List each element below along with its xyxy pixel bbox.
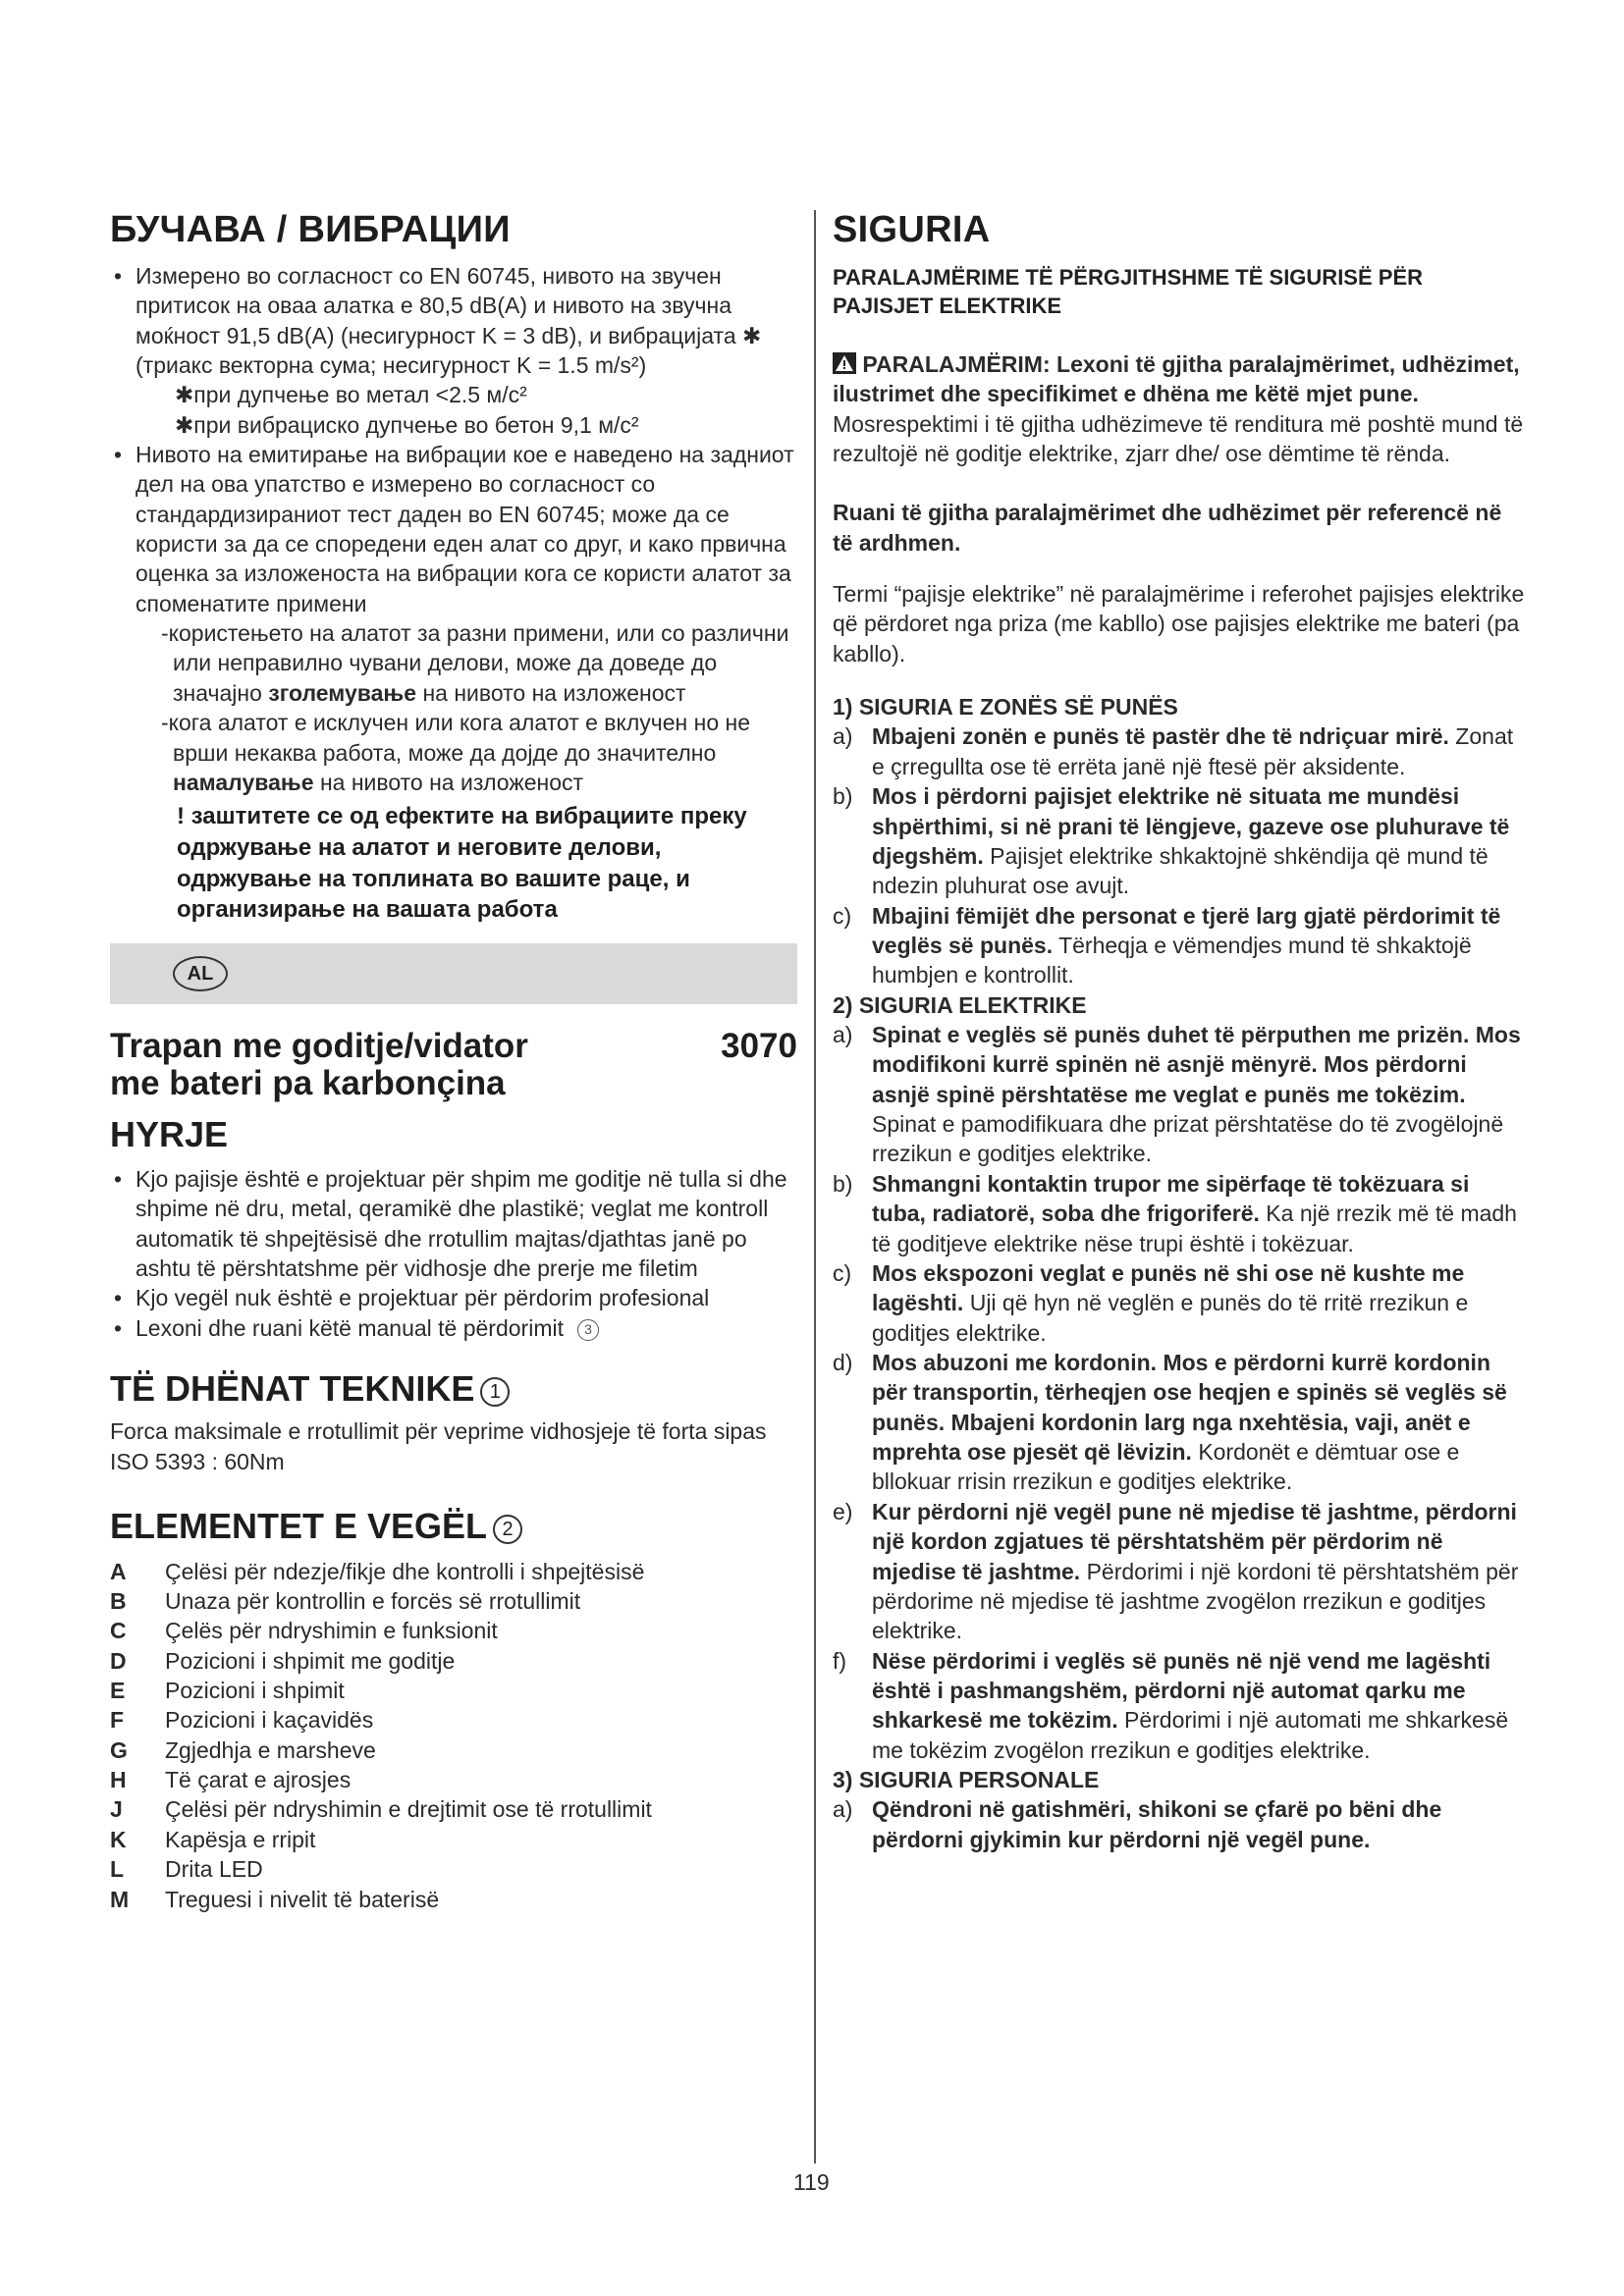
mk-bullet-2: • Нивото на емитирање на вибрации кое е наведено на задниот дел на ова упатство е измерено во согласност со стандардизираниот тест даден во EN 60745; може да се користи за да се споредени еден алат со друг, и како првична оценка за изложеноста на вибрации кога се користи алатот за споменатите примени — [110, 440, 797, 618]
part-item: Të çarat e ajrosjes — [165, 1767, 352, 1793]
list-item: c) Mbajini fëmijët dhe personat e tjerë larg gjatë përdorimit të veglës së punës. Tërheqja e vëmendjes mund të shkaktojë humbjen e kontrollit. — [833, 902, 1501, 988]
mk-vibration-warning: ! заштитете се од ефектите на вибрациите преку одржување на алатот и неговите делови, одржување на топлината во вашите раце, и организирање на вашата работа — [177, 803, 747, 924]
mk-noise-list — [110, 261, 797, 380]
term-definition: Termi “pajisje elektrike” në paralajmërime i referohet pajisjes elektrike që përdoret nga priza (me kabllo) ose pajisjes elektrike me bateri (pa kabllo). — [833, 581, 1525, 667]
mk-star-1: ✱при дупчење во метал <2.5 м/с² — [175, 382, 527, 408]
mk-dash-2: -кога алатот е исклучен или кога алатот е вклучен но не врши некаква работа, може да дојде до значително намалување на нивото на изложеност — [161, 710, 751, 795]
safety-heading: SIGURIA — [833, 209, 991, 250]
part-item: Pozicioni i shpimit me goditje — [165, 1647, 456, 1674]
list-item: c) Mos ekspozoni veglat e punës në shi ose në kushte me lagështi. Uji që hyn në veglën e punës do të rritë rrezikun e goditjes elektrike. — [833, 1259, 1469, 1346]
part-item: Kapësja e rripit — [165, 1826, 316, 1852]
figure-ref-2-icon: 2 — [493, 1515, 522, 1544]
list-item: d) Mos abuzoni me kordonin. Mos e përdorni kurrë kordonin për transportin, tërheqjen ose heqjen e spinës së veglës së punës. Mbajeni kordonin larg nga nxehtësia, vaji, anët e mprehta ose pjesët që lëvizin. Kordonët e dëmtuar ose e bllokuar rrisin rrezikun e goditjes elektrike. — [833, 1350, 1507, 1495]
part-item: Zgjedhja e marsheve — [165, 1736, 376, 1763]
hyrje-item-1: • Kjo pajisje është e projektuar për shpim me goditje në tulla si dhe shpime në dru, metal, qeramikë dhe plastikë; veglat me kontroll automatik të shpejtësisë dhe rrotullim majtas/djathtas janë po ashtu të përshtatshme për vidhosje dhe prerje me filetim — [110, 1164, 797, 1283]
part-item: Drita LED — [165, 1856, 263, 1883]
column-divider — [814, 210, 816, 2163]
section-2-heading: 2) SIGURIA ELEKTRIKE — [833, 991, 1087, 1018]
language-badge: AL — [173, 956, 228, 991]
list-item: a) Qëndroni në gatishmëri, shikoni se çfarë po bëni dhe përdorni gjykimin kur përdorni një vegël pune. — [833, 1796, 1442, 1852]
figure-ref-3-icon: 3 — [577, 1319, 599, 1341]
figure-ref-1-icon: 1 — [480, 1377, 510, 1407]
warning-triangle-icon — [833, 352, 856, 374]
model-number: 3070 — [721, 1026, 797, 1065]
parts-list: A Çelësi për ndezje/fikje dhe kontrolli i shpejtësisë B Unaza për kontrollin e forcës së rrotullimit C Çelës për ndryshimin e funksionit D Pozicioni i shpimit me goditje E Pozicioni i shpimit F Pozicioni i kaçavidës G Zgjedhja e marsheve H Të çarat e ajrosjes J Çelësi për ndryshimin e drejtimit ose të rrotullimit K Kapësja e rripit L Drita LED M Treguesi i nivelit të baterisë — [110, 1557, 797, 1914]
part-item: Unaza për kontrollin e forcës së rrotullimit — [165, 1587, 581, 1614]
keep-instructions: Ruani të gjitha paralajmërimet dhe udhëzimet për referencë në të ardhmen. — [833, 500, 1502, 556]
part-item: Pozicioni i kaçavidës — [165, 1707, 374, 1734]
right-column — [833, 210, 1526, 1854]
mk-noise-list-2 — [110, 440, 797, 618]
mk-bullet-1: • Измерено во согласност со EN 60745, нивото на звучен притисок на оваа алатка е 80,5 dB(A) и нивото на звучна моќност 91,5 dB(A) (несигурност K = 3 dB), и вибрацијата ✱ (триакс векторна сума; несигурност K = 1.5 m/s²) — [110, 261, 797, 380]
section-3-list — [833, 1794, 1526, 1854]
general-warning: PARALAJMËRIM: Lexoni të gjitha paralajmërimet, udhëzimet, ilustrimet dhe specifikimet e dhëna me këtë mjet pune. Mosrespektimi i të gjitha udhëzimeve të renditura më poshtë mund të rezultojë në goditje elektrike, zjarr dhe/ ose dëmtime të rënda. — [833, 350, 1524, 466]
part-item: Çelësi për ndezje/fikje dhe kontrolli i shpejtësisë — [165, 1558, 645, 1584]
section-2-list — [833, 1020, 1526, 1765]
left-column — [110, 210, 797, 1914]
hyrje-item-2: • Kjo vegël nuk është e projektuar për përdorim profesional — [110, 1283, 797, 1312]
mk-noise-heading: БУЧАВА / ВИБРАЦИИ — [110, 209, 511, 250]
section-3-heading: 3) SIGURIA PERSONALE — [833, 1767, 1100, 1793]
part-item: Çelës për ndryshimin e funksionit — [165, 1618, 498, 1644]
product-title: Trapan me goditje/vidator me bateri pa karbonçina — [110, 1026, 528, 1102]
list-item: a) Mbajeni zonën e punës të pastër dhe të ndriçuar mirë. Zonat e çrregullta ose të errëta janë një ftesë për aksidente. — [833, 723, 1514, 779]
language-band — [110, 943, 797, 1004]
part-item: Pozicioni i shpimit — [165, 1678, 345, 1704]
list-item: b) Shmangni kontaktin trupor me sipërfaqe të tokëzuara si tuba, radiatorë, soba dhe frigoriferë. Ka një rrezik më të madh të goditjeve elektrike nëse trupi është i tokëzuar. — [833, 1170, 1517, 1256]
part-item: Treguesi i nivelit të baterisë — [165, 1886, 440, 1912]
mk-dash-1: -користењето на алатот за разни примени, или со различни или неправилно чувани делови, може да доведе до значајно зголемување на нивото на изложеност -кога алатот е исклучен или кога алатот е вклучен но не врши некаква работа, може да дојде до значително намалување на нивото на изложеност — [110, 618, 797, 797]
tech-data-text: Forca maksimale e rrotullimit për veprime vidhosjeje të forta sipas ISO 5393 : 60Nm — [110, 1418, 767, 1474]
mk-star-2: ✱при вибрациско дупчење во бетон 9,1 м/с² — [175, 411, 639, 438]
list-item: a) Spinat e veglës së punës duhet të përputhen me prizën. Mos modifikoni kurrë spinën në asnjë mënyrë. Mos përdorni asnjë spinë përshtatëse me veglat e punës me tokëzim. Spinat e pamodifikuara dhe prizat përshtatëse do të zvogëlojnë rrezikun e goditjes elektrike. — [833, 1022, 1521, 1167]
section-1-list — [833, 721, 1526, 989]
elements-heading: ELEMENTET E VEGËL 2 — [110, 1506, 797, 1546]
part-item: Çelësi për ndryshimin e drejtimit ose të rrotullimit — [165, 1796, 652, 1823]
list-item: b) Mos i përdorni pajisjet elektrike në situata me mundësi shpërthimi, si në prani të lëngjeve, gazeve ose pluhurave të djegshëm. Pajisjet elektrike shkaktojnë shkëndija që mund të ndezin pluhurat ose avujt. — [833, 783, 1510, 899]
section-1-heading: 1) SIGURIA E ZONËS SË PUNËS — [833, 694, 1178, 721]
list-item: f) Nëse përdorimi i veglës së punës në një vend me lagështi është i pashmangshëm, përdorni një automat qarku me shkarkesë me tokëzim. Përdorimi i një automati me shkarkesë me tokëzim zvogëlon rrezikun e goditjes elektrike. — [833, 1647, 1509, 1763]
page-number: 119 — [793, 2169, 830, 2195]
tech-data-heading: TË DHËNAT TEKNIKE 1 — [110, 1368, 797, 1409]
product-title-row — [110, 1028, 797, 1102]
list-item: e) Kur përdorni një vegël pune në mjedise të jashtme, përdorni një kordon zgjatues të përshtatshëm për përdorim në mjedise të jashtme. Përdorimi i një kordoni të përshtatshëm për përdorime në mjedise të jashtme zvogëlon rrezikun e goditjes elektrike. — [833, 1498, 1519, 1644]
hyrje-list — [110, 1164, 797, 1343]
hyrje-heading: HYRJE — [110, 1113, 229, 1154]
hyrje-item-3: • Lexoni dhe ruani këtë manual të përdorimit 3 — [110, 1313, 797, 1343]
safety-subheading: PARALAJMËRIME TË PËRGJITHSHME TË SIGURISË PËR PAJISJET ELEKTRIKE — [833, 264, 1424, 318]
